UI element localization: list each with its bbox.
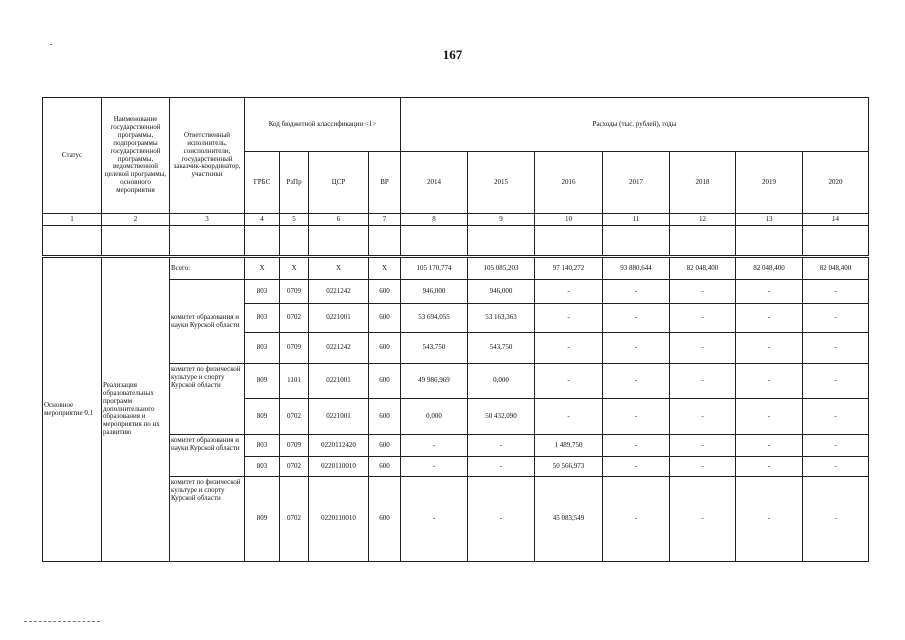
header-rzpr: РзПр — [280, 152, 309, 214]
header-executor: Ответственный исполнитель, соисполнители, государственный заказчик-координатор, участники — [170, 98, 245, 214]
column-number: 13 — [736, 214, 803, 226]
blank-cell — [309, 226, 369, 257]
cell-value: - — [670, 304, 736, 333]
header-year-2020: 2020 — [803, 152, 869, 214]
cell-value: - — [401, 457, 468, 477]
cell-grbs: 809 — [245, 477, 280, 562]
cell-vr: 600 — [369, 333, 401, 364]
cell-vr: 600 — [369, 399, 401, 435]
cell-value: - — [603, 435, 670, 457]
cell-value: - — [670, 280, 736, 304]
cell-value: - — [736, 280, 803, 304]
cell-grbs: 803 — [245, 435, 280, 457]
executor-committee-education-2: комитет образования и науки Курской области — [170, 435, 245, 477]
column-number: 11 — [603, 214, 670, 226]
column-number: 4 — [245, 214, 280, 226]
cell-value: 1 489,750 — [535, 435, 603, 457]
cell-value: - — [670, 364, 736, 399]
cell-value: - — [803, 457, 869, 477]
cell-vr: 600 — [369, 477, 401, 562]
column-number: 2 — [102, 214, 170, 226]
blank-cell — [736, 226, 803, 257]
cell-vr: 600 — [369, 304, 401, 333]
column-number: 9 — [468, 214, 535, 226]
cell-grbs: 809 — [245, 364, 280, 399]
header-status: Статус — [43, 98, 102, 214]
column-number: 7 — [369, 214, 401, 226]
cell-rzpr: 0702 — [280, 304, 309, 333]
header-budget-code: Код бюджетной классификации <1> — [245, 98, 401, 152]
cell-value: 45 083,549 — [535, 477, 603, 562]
cell-value: - — [535, 280, 603, 304]
executor-committee-education: комитет образования и науки Курской области — [170, 280, 245, 364]
cell-rzpr: 0709 — [280, 435, 309, 457]
cell-value: 946,000 — [401, 280, 468, 304]
cell-value: - — [736, 477, 803, 562]
cell-value: - — [603, 280, 670, 304]
column-number: 5 — [280, 214, 309, 226]
cell-value: - — [736, 435, 803, 457]
blank-cell — [280, 226, 309, 257]
cell-value: - — [535, 333, 603, 364]
cell-value: - — [803, 399, 869, 435]
cell-value: - — [468, 457, 535, 477]
cell-value: - — [670, 435, 736, 457]
blank-cell — [369, 226, 401, 257]
header-grbs: ГРБС — [245, 152, 280, 214]
header-name: Наименование государственной программы, подпрограммы государственной программы, ведомственной целевой программы, основного мероприятия — [102, 98, 170, 214]
cell-rzpr: 0709 — [280, 333, 309, 364]
cell-csr: 0221001 — [309, 399, 369, 435]
blank-cell — [803, 226, 869, 257]
cell-grbs: 803 — [245, 333, 280, 364]
cell-rzpr: 0702 — [280, 477, 309, 562]
header-vr: ВР — [369, 152, 401, 214]
cell-value: - — [736, 399, 803, 435]
cell-value: 53 163,363 — [468, 304, 535, 333]
cell-rzpr: 1101 — [280, 364, 309, 399]
cell-value: - — [603, 477, 670, 562]
cell-value: 53 694,055 — [401, 304, 468, 333]
cell-vr: 600 — [369, 435, 401, 457]
cell-value: - — [736, 333, 803, 364]
cell-value: - — [401, 477, 468, 562]
blank-cell — [535, 226, 603, 257]
executor-committee-sport-2: комитет по физической культуре и спорту Курской области — [170, 477, 245, 562]
cell-value: - — [603, 399, 670, 435]
cell-value: - — [603, 457, 670, 477]
cell-value: 82 048,400 — [803, 257, 869, 280]
cell-csr: 0221242 — [309, 280, 369, 304]
blank-cell — [670, 226, 736, 257]
cell-vr: 600 — [369, 364, 401, 399]
column-number: 3 — [170, 214, 245, 226]
cell-value: - — [468, 435, 535, 457]
cell-value: - — [736, 457, 803, 477]
cell-value: 82 048,400 — [736, 257, 803, 280]
cell-grbs: 809 — [245, 399, 280, 435]
header-year-2016: 2016 — [535, 152, 603, 214]
cell-value: 49 986,969 — [401, 364, 468, 399]
cell-rzpr: X — [280, 257, 309, 280]
column-number: 6 — [309, 214, 369, 226]
cell-value: 543,750 — [401, 333, 468, 364]
header-csr: ЦСР — [309, 152, 369, 214]
cell-value: - — [736, 364, 803, 399]
header-expenses: Расходы (тыс. рублей), годы — [401, 98, 869, 152]
cell-rzpr: 0702 — [280, 399, 309, 435]
cell-value: - — [803, 435, 869, 457]
column-number: 14 — [803, 214, 869, 226]
column-number: 8 — [401, 214, 468, 226]
cell-csr: 0220110010 — [309, 477, 369, 562]
cell-value: 105 170,774 — [401, 257, 468, 280]
blank-cell — [43, 226, 102, 257]
cell-value: - — [803, 333, 869, 364]
column-number: 1 — [43, 214, 102, 226]
budget-table — [42, 97, 869, 562]
cell-value: - — [670, 477, 736, 562]
cell-grbs: 803 — [245, 280, 280, 304]
cell-value: - — [401, 435, 468, 457]
cell-value: 543,750 — [468, 333, 535, 364]
column-number: 12 — [670, 214, 736, 226]
cell-rzpr: 0702 — [280, 457, 309, 477]
blank-cell — [603, 226, 670, 257]
cell-csr: 0221001 — [309, 304, 369, 333]
cell-value: 97 140,272 — [535, 257, 603, 280]
cell-value: 50 432,090 — [468, 399, 535, 435]
cell-grbs: 803 — [245, 457, 280, 477]
cell-value: 0,000 — [401, 399, 468, 435]
cell-value: 105 085,203 — [468, 257, 535, 280]
column-number: 10 — [535, 214, 603, 226]
cell-value: - — [803, 280, 869, 304]
cell-value: - — [603, 333, 670, 364]
cell-value: - — [736, 304, 803, 333]
cell-value: 50 566,973 — [535, 457, 603, 477]
cell-csr: 0221242 — [309, 333, 369, 364]
cell-value: - — [670, 399, 736, 435]
cell-value: - — [535, 399, 603, 435]
blank-cell — [245, 226, 280, 257]
header-year-2014: 2014 — [401, 152, 468, 214]
cell-vr: 600 — [369, 457, 401, 477]
cell-value: - — [803, 364, 869, 399]
cell-value: - — [468, 477, 535, 562]
cell-csr: 0221001 — [309, 364, 369, 399]
status-cell: Основное мероприятие 0.1 — [43, 257, 102, 562]
cell-value: - — [603, 364, 670, 399]
cell-value: 946,000 — [468, 280, 535, 304]
blank-cell — [170, 226, 245, 257]
cell-value: 93 880,644 — [603, 257, 670, 280]
executor-total: Всего: — [170, 257, 245, 280]
header-year-2015: 2015 — [468, 152, 535, 214]
name-cell: Реализация образовательных программ дополнительного образования и мероприятия по их развитию — [102, 257, 170, 562]
executor-committee-sport: комитет по физической культуре и спорту Курской области — [170, 364, 245, 435]
cell-value: - — [670, 457, 736, 477]
header-year-2017: 2017 — [603, 152, 670, 214]
cell-value: - — [803, 304, 869, 333]
cell-vr: X — [369, 257, 401, 280]
table-row — [43, 257, 869, 280]
header-year-2019: 2019 — [736, 152, 803, 214]
cell-rzpr: 0709 — [280, 280, 309, 304]
cell-value: - — [670, 333, 736, 364]
cell-value: 0,000 — [468, 364, 535, 399]
cell-value: - — [535, 304, 603, 333]
cell-csr: 0220112420 — [309, 435, 369, 457]
blank-cell — [102, 226, 170, 257]
scan-speck — [50, 44, 52, 45]
cell-csr: 0220110010 — [309, 457, 369, 477]
cell-vr: 600 — [369, 280, 401, 304]
cell-grbs: X — [245, 257, 280, 280]
page-number: 167 — [442, 47, 463, 62]
blank-cell — [401, 226, 468, 257]
footnote-separator — [24, 621, 100, 622]
cell-csr: X — [309, 257, 369, 280]
cell-value: - — [803, 477, 869, 562]
cell-value: - — [535, 364, 603, 399]
header-year-2018: 2018 — [670, 152, 736, 214]
cell-grbs: 803 — [245, 304, 280, 333]
blank-cell — [468, 226, 535, 257]
cell-value: 82 048,400 — [670, 257, 736, 280]
blank-row — [43, 226, 869, 257]
cell-value: - — [603, 304, 670, 333]
